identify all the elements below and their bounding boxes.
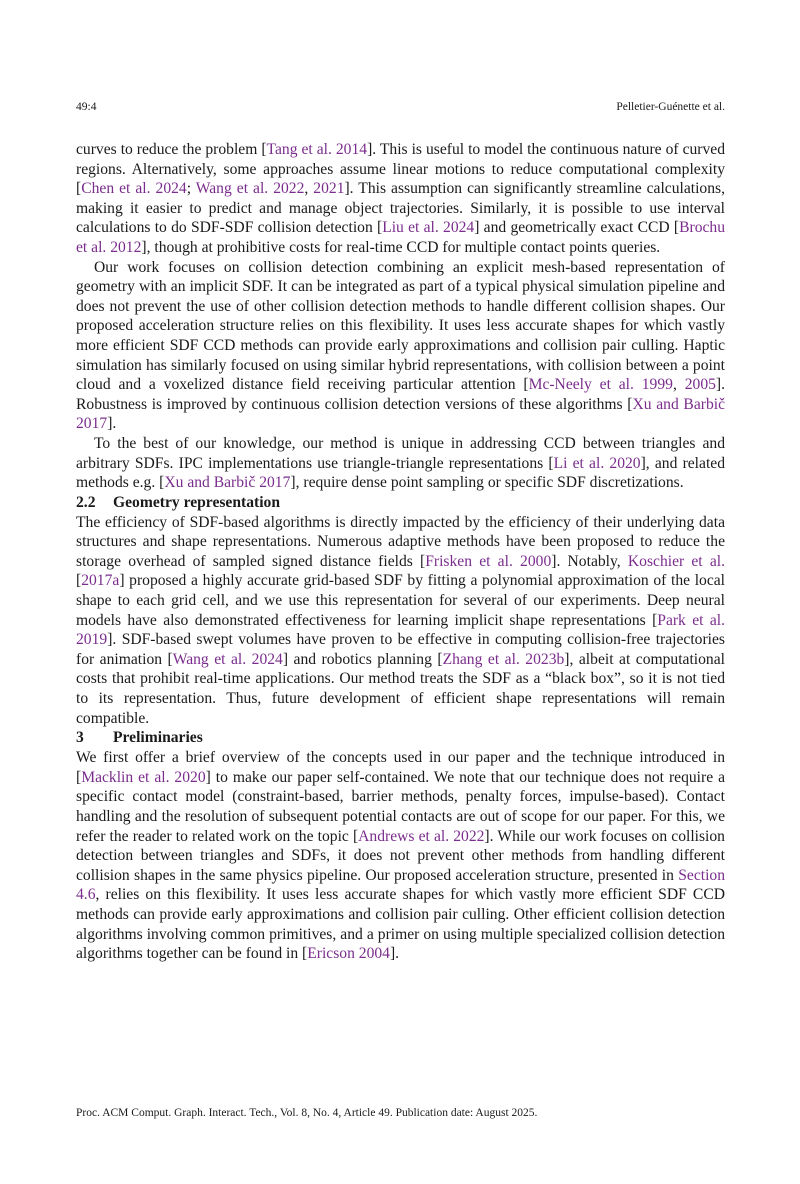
section-number: 2.2 <box>76 493 96 511</box>
paragraph-geometry: The efficiency of SDF-based algorithms is directly impacted by the efficiency of their underlying data structures and shape representations. Numerous adaptive methods have been proposed to reduce the storage overhead of sampled signed distance fields [Frisken et al. 2000]. Notably, Koschier et al. [2017a] proposed a highly accurate grid-based SDF by fitting a polynomial approximation of the local shape to each grid cell, and we use this representation for several of our experiments. Deep neural models have also demonstrated effectiveness for learning implicit shape representations [Park et al. 2019]. SDF-based swept volumes have proven to be effective in computing collision-free trajectories for animation [Wang et al. 2024] and robotics planning [Zhang et al. 2023b], albeit at computational costs that prohibit real-time applications. Our method treats the SDF as a “black box”, so it is not tied to its representation. Thus, future development of efficient shape representations will remain compatible. <box>76 513 726 727</box>
paragraph-preliminaries: We first offer a brief overview of the concepts used in our paper and the technique introduced in [Macklin et al. 2020] to make our paper self-contained. We note that our technique does not require a specific contact model (constraint-based, barrier methods, penalty forces, impulse-based). Contact handling and the resolution of subsequent potential contacts are out of scope for our paper. For this, we refer the reader to related work on the topic [Andrews et al. 2022]. While our work focuses on collision detection between triangles and SDFs, it does not prevent other methods from handling different collision shapes in the same physics pipeline. Our proposed acceleration structure, presented in Section 4.6, relies on this flexibility. It uses less accurate shapes for which vastly more efficient SDF CCD methods can provide early approximations and collision pair culling. Other efficient collision detection algorithms involving common primitives, and a primer on using multiple specialized collision detection algorithms together can be found in [Ericson 2004]. <box>76 749 725 963</box>
citation-link[interactable]: 2017a <box>81 572 120 590</box>
section-number: 3 <box>76 729 84 747</box>
citation-link[interactable]: Wang et al. 2022 <box>195 180 305 198</box>
section-heading-2-2 <box>76 493 725 513</box>
citation-link[interactable]: Xu and Barbič 2017 <box>76 395 726 433</box>
paragraph-curves: curves to reduce the problem [Tang et al. 2014]. This is useful to model the continuous nature of curved regions. Alternatively, some approaches assume linear motions to reduce computational complexity [Chen et al. 2024; Wang et al. 2022, 2021]. This assumption can significantly streamline calculations, making it easier to predict and manage object trajectories. Similarly, it is possible to use interval calculations to do SDF-SDF collision detection [Liu et al. 2024] and geometrically exact CCD [Brochu et al. 2012], though at prohibitive costs for real-time CCD for multiple contact points queries. <box>76 141 725 256</box>
page-footer: Proc. ACM Comput. Graph. Interact. Tech., Vol. 8, No. 4, Article 49. Publication date: August 2025. <box>76 1107 538 1119</box>
citation-link[interactable]: Tang et al. 2014 <box>266 141 368 158</box>
citation-link[interactable]: Zhang et al. 2023b <box>442 650 565 668</box>
citation-link[interactable]: Chen et al. 2024 <box>81 180 187 198</box>
citation-link[interactable]: Ericson 2004 <box>307 945 390 963</box>
citation-link[interactable]: Macklin et al. 2020 <box>81 768 206 786</box>
citation-link[interactable]: Brochu et al. 2012 <box>76 219 725 256</box>
running-authors: Pelletier-Guénette et al. <box>616 101 725 113</box>
citation-link[interactable]: Frisken et al. 2000 <box>425 552 552 570</box>
paragraph-knowledge: To the best of our knowledge, our method is unique in addressing CCD between triangles and arbitrary SDFs. IPC implementations use triangle-triangle representations [Li et al. 2020], and related methods e.g. [Xu and Barbič 2017], require dense point sampling or specific SDF discretizations. <box>76 434 725 492</box>
page-id: 49:4 <box>76 101 97 113</box>
citation-link[interactable]: Liu et al. 2024 <box>382 219 475 237</box>
body-text <box>76 140 725 964</box>
paragraph-our-work: Our work focuses on collision detection combining an explicit mesh-based representation of geometry with an implicit SDF. It can be integrated as part of a typical physical simulation pipeline and does not prevent the use of other collision detection methods to handle different collision shapes. Our proposed acceleration structure relies on this flexibility. It uses less accurate shapes for which vastly more efficient SDF CCD methods can provide early approximations and collision pair culling. Haptic simulation has similarly focused on using similar hybrid representations, with collision between a point cloud and a voxelized distance field receiving particular attention [Mc-Neely et al. 1999, 2005]. Robustness is improved by continuous collision detection versions of these algorithms [Xu and Barbič 2017]. <box>76 258 726 433</box>
citation-link[interactable]: 2005 <box>684 376 716 394</box>
section-title: Geometry representation <box>113 493 281 511</box>
paper-page <box>76 0 725 1184</box>
citation-link[interactable]: Andrews et al. 2022 <box>358 827 485 845</box>
citation-link[interactable]: Xu and Barbič 2017 <box>164 474 291 492</box>
citation-link[interactable]: Park et al. 2019 <box>76 611 725 649</box>
citation-link[interactable]: Li et al. 2020 <box>553 454 641 472</box>
running-head <box>76 99 725 115</box>
section-cross-reference-link[interactable]: Section 4.6 <box>76 866 725 904</box>
citation-link[interactable]: 2021 <box>313 180 345 198</box>
section-title: Preliminaries <box>113 729 203 747</box>
section-heading-3 <box>76 728 725 748</box>
citation-link[interactable]: Koschier et al. <box>627 552 726 570</box>
citation-link[interactable]: Mc-Neely et al. 1999 <box>528 376 673 394</box>
citation-link[interactable]: Wang et al. 2024 <box>172 650 283 668</box>
